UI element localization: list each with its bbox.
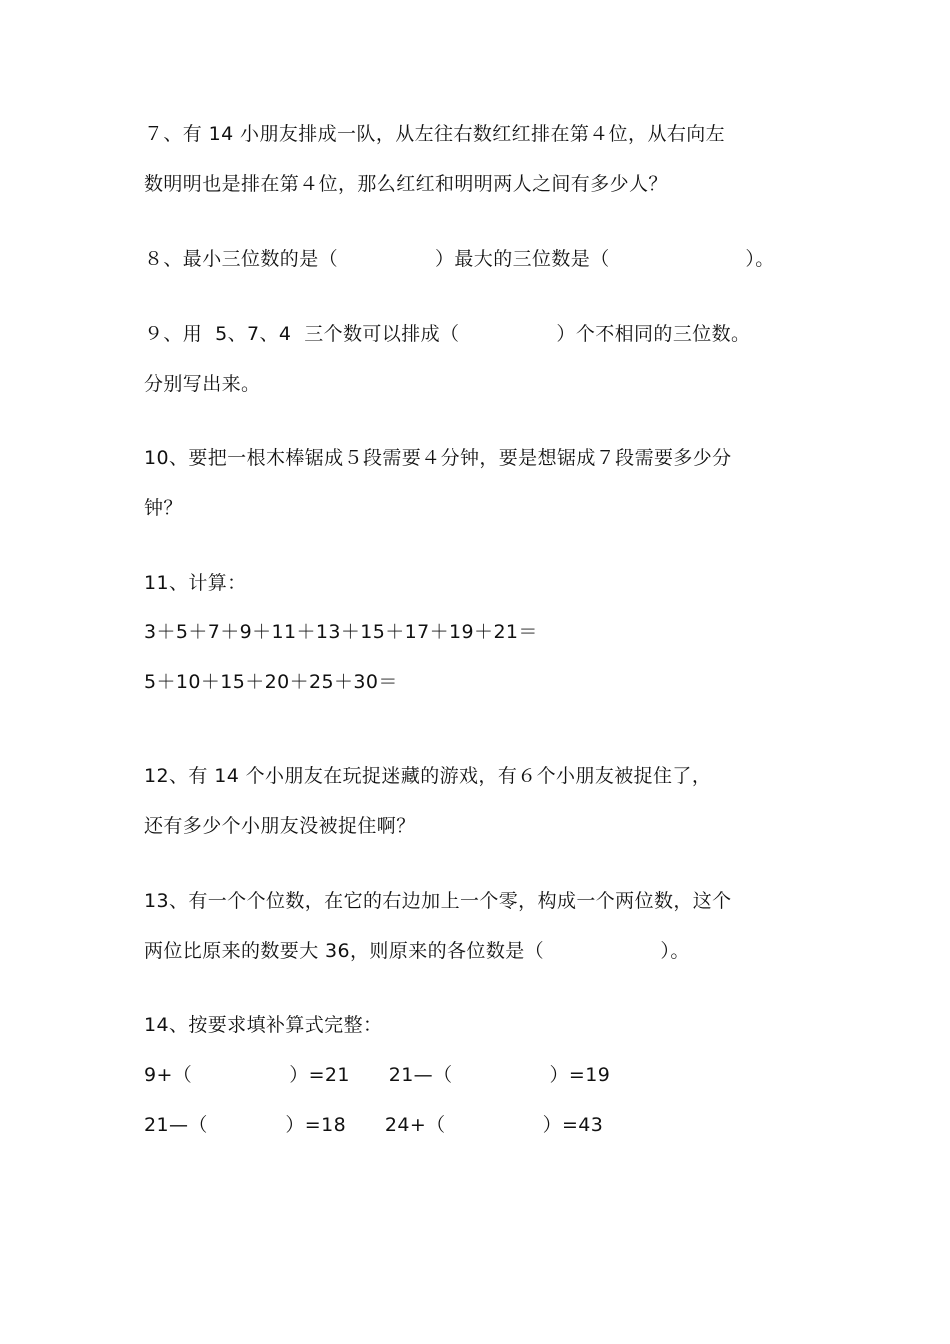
question-14-equations-row-2: 21—（ ）=18 24+（ ）=43: [144, 1114, 604, 1136]
question-13-line-2: 两位比原来的数要大 36，则原来的各位数是（ ）。: [144, 940, 690, 962]
question-9-line-2: 分别写出来。: [144, 373, 261, 395]
question-8-line-1: ８、最小三位数的是（ ）最大的三位数是（ ）。: [144, 248, 775, 270]
question-7-line-1: ７、有 14 小朋友排成一队，从左往右数红红排在第４位，从右向左: [144, 123, 726, 145]
question-12-line-2: 还有多少个小朋友没被捉住啊？: [144, 815, 416, 837]
question-11-expression-2: 5＋10＋15＋20＋25＋30＝: [144, 671, 398, 693]
question-14-equations-row-1: 9+（ ）=21 21—（ ）=19: [144, 1064, 611, 1086]
question-14-line-1: 14、按要求填补算式完整：: [144, 1014, 383, 1036]
question-12-line-1: 12、有 14 个小朋友在玩捉迷藏的游戏，有６个小朋友被捉住了，: [144, 765, 712, 787]
question-7-line-2: 数明明也是排在第４位，那么红红和明明两人之间有多少人？: [144, 173, 668, 195]
question-11-line-1: 11、计算：: [144, 572, 247, 594]
question-9-line-1: ９、用 5、7、4 三个数可以排成（ ）个不相同的三位数。: [144, 323, 751, 345]
question-11-expression-1: 3＋5＋7＋9＋11＋13＋15＋17＋19＋21＝: [144, 621, 538, 643]
question-10-line-2: 钟？: [144, 497, 183, 519]
question-10-line-1: 10、要把一根木棒锯成５段需要４分钟，要是想锯成７段需要多少分: [144, 447, 732, 469]
question-13-line-1: 13、有一个个位数，在它的右边加上一个零，构成一个两位数，这个: [144, 890, 732, 912]
